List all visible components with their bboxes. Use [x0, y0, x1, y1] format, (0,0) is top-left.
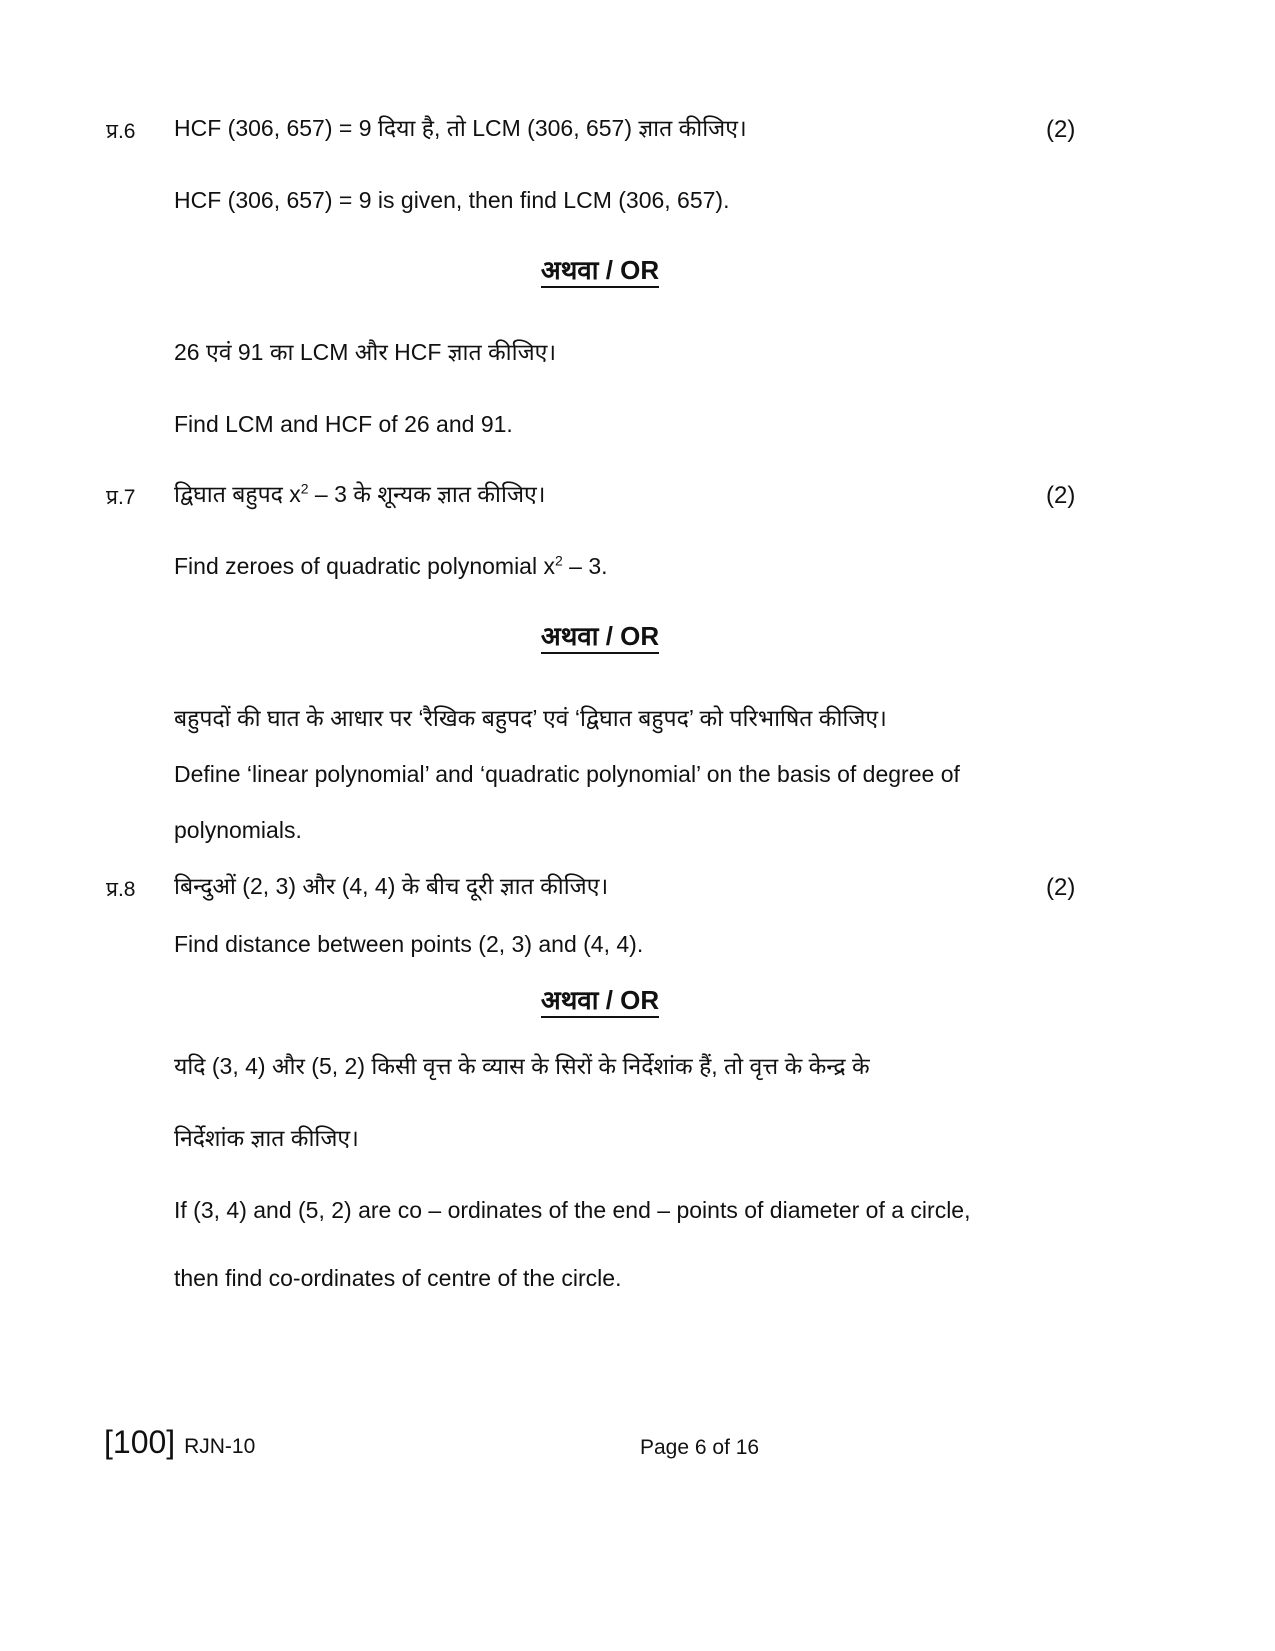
exponent: 2	[554, 552, 563, 569]
or-separator	[0, 620, 1200, 652]
english-text-part: – 3.	[562, 553, 608, 579]
alt-question-hindi-line1: यदि (3, 4) और (5, 2) किसी वृत्त के व्यास के सिरों के निर्देशांक हैं, तो वृत्त के केन्द्र के	[174, 1053, 870, 1079]
alt-question-english-line1: If (3, 4) and (5, 2) are co – ordinates of the end – points of diameter of a circle,	[174, 1197, 971, 1223]
question-number: प्र.6	[106, 120, 136, 143]
paper-code-bracket: [100]	[104, 1424, 176, 1460]
question-text-english: HCF (306, 657) = 9 is given, then find LCM (306, 657).	[174, 187, 730, 213]
question-number: प्र.7	[106, 486, 136, 509]
question-text-hindi	[174, 480, 545, 508]
marks: (2)	[1046, 874, 1076, 901]
alt-question-english-line2: polynomials.	[174, 817, 302, 843]
english-text-part: Find zeroes of quadratic polynomial x	[174, 553, 555, 579]
question-text-hindi: बिन्दुओं (2, 3) और (4, 4) के बीच दूरी ज्ञात कीजिए।	[174, 873, 609, 899]
alt-question-english-line1: Define ‘linear polynomial’ and ‘quadratic polynomial’ on the basis of degree of	[174, 761, 960, 787]
paper-code-label: RJN-10	[184, 1435, 256, 1458]
hindi-text-part: द्विघात बहुपद x	[174, 481, 301, 507]
alt-question-hindi-line2: निर्देशांक ज्ञात कीजिए।	[174, 1125, 359, 1151]
marks: (2)	[1046, 116, 1076, 143]
or-separator	[0, 254, 1200, 286]
question-text-english: Find distance between points (2, 3) and (4, 4).	[174, 931, 644, 957]
or-label: अथवा / OR	[541, 985, 659, 1018]
question-number: प्र.8	[106, 878, 136, 901]
alt-question-hindi: बहुपदों की घात के आधार पर ‘रैखिक बहुपद’ एवं ‘द्विघात बहुपद’ को परिभाषित कीजिए।	[174, 705, 887, 731]
alt-question-hindi: 26 एवं 91 का LCM और HCF ज्ञात कीजिए।	[174, 339, 557, 365]
or-label: अथवा / OR	[541, 621, 659, 654]
marks: (2)	[1046, 482, 1076, 509]
or-separator	[0, 984, 1200, 1016]
page-number: Page 6 of 16	[640, 1436, 760, 1459]
question-text-english	[174, 552, 608, 580]
alt-question-english-line2: then find co-ordinates of centre of the circle.	[174, 1265, 622, 1291]
hindi-text-part: – 3 के शून्यक ज्ञात कीजिए।	[308, 481, 546, 507]
paper-code	[104, 1424, 255, 1465]
exponent: 2	[300, 480, 309, 497]
alt-question-english: Find LCM and HCF of 26 and 91.	[174, 411, 513, 437]
or-label: अथवा / OR	[541, 255, 659, 288]
question-text-hindi: HCF (306, 657) = 9 दिया है, तो LCM (306, 657) ज्ञात कीजिए।	[174, 115, 747, 141]
